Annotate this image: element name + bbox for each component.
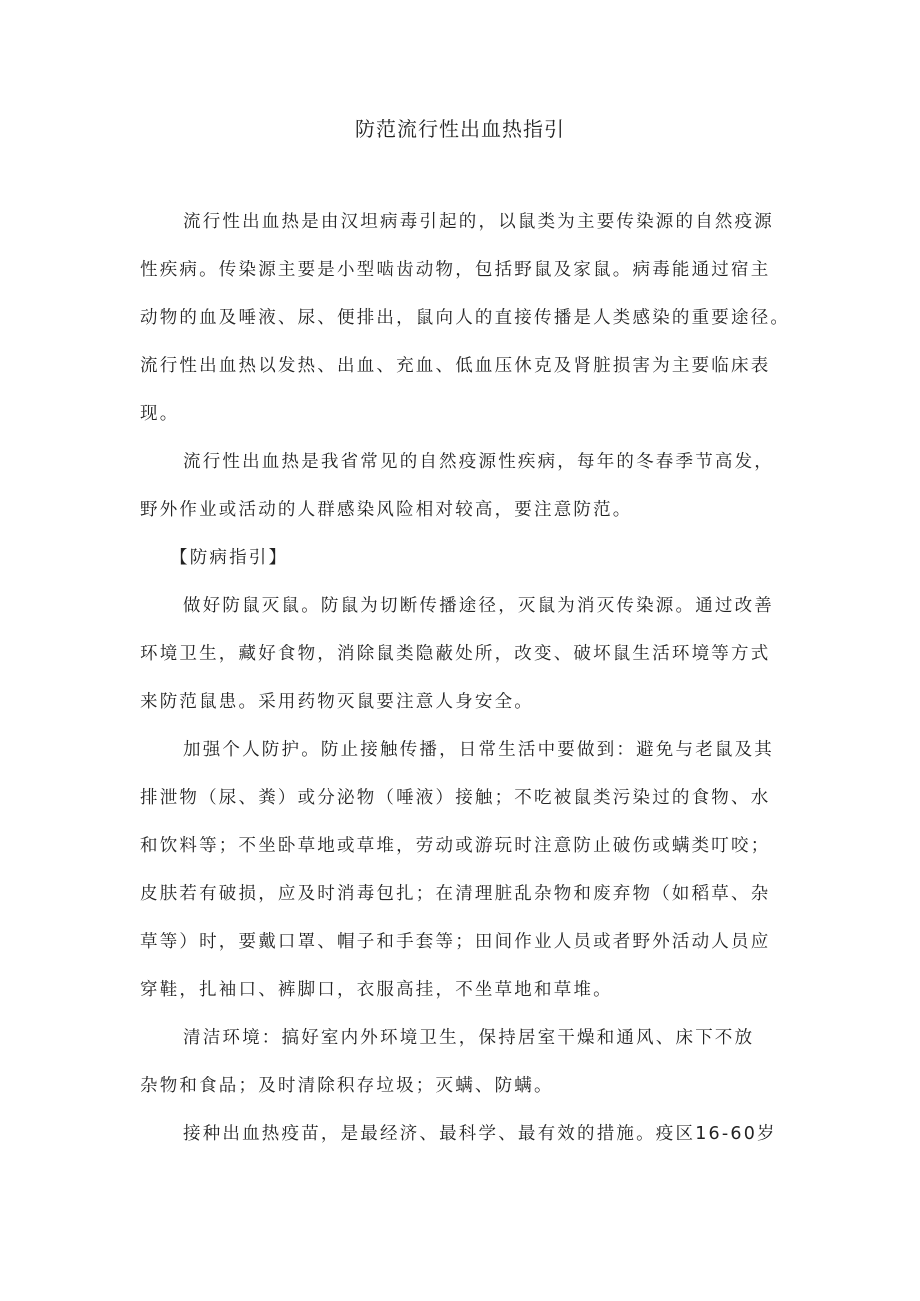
paragraph-line: 流行性出血热是由汉坦病毒引起的，以鼠类为主要传染源的自然疫源 bbox=[183, 212, 774, 232]
paragraph-line: 加强个人防护。防止接触传播，日常生活中要做到：避免与老鼠及其 bbox=[183, 740, 774, 760]
paragraph-line: 草等）时，要戴口罩、帽子和手套等；田间作业人员或者野外活动人员应 bbox=[140, 932, 771, 952]
paragraph-line: 现。 bbox=[140, 404, 180, 424]
paragraph-line: 杂物和食品；及时清除积存垃圾；灭螨、防螨。 bbox=[140, 1076, 554, 1096]
paragraph-line: 野外作业或活动的人群感染风险相对较高，要注意防范。 bbox=[140, 500, 633, 520]
paragraph-line: 流行性出血热以发热、出血、充血、低血压休克及肾脏损害为主要临床表 bbox=[140, 356, 771, 376]
paragraph-line: 清洁环境：搞好室内外环境卫生，保持居室干燥和通风、床下不放 bbox=[183, 1028, 755, 1048]
paragraph-line: 来防范鼠患。采用药物灭鼠要注意人身安全。 bbox=[140, 692, 534, 712]
section-heading: 【防病指引】 bbox=[170, 548, 289, 568]
paragraph-line: 流行性出血热是我省常见的自然疫源性疾病，每年的冬春季节高发， bbox=[183, 452, 774, 472]
paragraph-line: 做好防鼠灭鼠。防鼠为切断传播途径，灭鼠为消灭传染源。通过改善 bbox=[183, 596, 774, 616]
paragraph-line: 和饮料等；不坐卧草地或草堆，劳动或游玩时注意防止破伤或螨类叮咬； bbox=[140, 836, 771, 856]
paragraph-line: 皮肤若有破损，应及时消毒包扎；在清理脏乱杂物和废弃物（如稻草、杂 bbox=[140, 884, 771, 904]
paragraph-line: 性疾病。传染源主要是小型啮齿动物，包括野鼠及家鼠。病毒能通过宿主 bbox=[140, 260, 771, 280]
paragraph-line: 排泄物（尿、粪）或分泌物（唾液）接触；不吃被鼠类污染过的食物、水 bbox=[140, 788, 771, 808]
paragraph-line: 穿鞋，扎袖口、裤脚口，衣服高挂，不坐草地和草堆。 bbox=[140, 980, 613, 1000]
paragraph-line: 环境卫生，藏好食物，消除鼠类隐蔽处所，改变、破坏鼠生活环境等方式 bbox=[140, 644, 771, 664]
paragraph-line: 动物的血及唾液、尿、便排出，鼠向人的直接传播是人类感染的重要途径。 bbox=[140, 308, 791, 328]
paragraph-line: 接种出血热疫苗，是最经济、最科学、最有效的措施。疫区16-60岁 bbox=[183, 1124, 777, 1144]
document-title: 防范流行性出血热指引 bbox=[355, 117, 565, 141]
